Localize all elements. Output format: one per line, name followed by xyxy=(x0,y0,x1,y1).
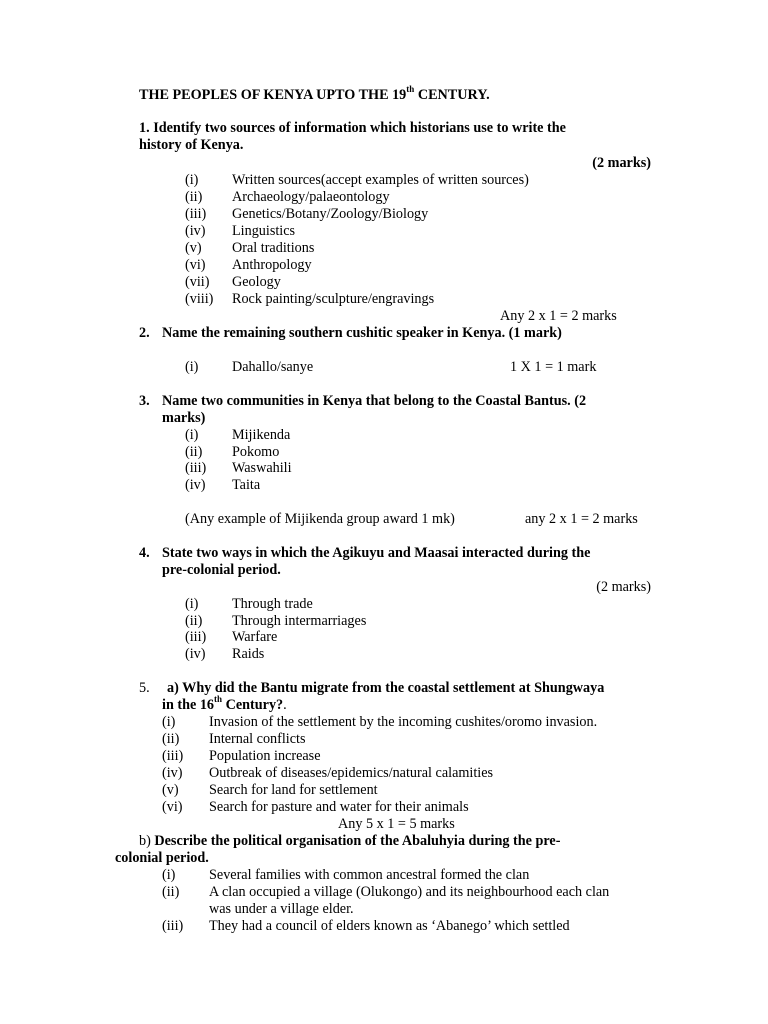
list-item: Invasion of the settlement by the incoming cushites/oromo invasion. xyxy=(209,714,598,730)
q4-prompt-line1: State two ways in which the Agikuyu and Maasai interacted during the xyxy=(162,545,591,561)
list-item-number: (v) xyxy=(185,240,202,256)
q2-award: 1 X 1 = 1 mark xyxy=(510,359,597,375)
list-item-number: (vi) xyxy=(162,799,183,815)
list-item: Waswahili xyxy=(232,460,292,476)
list-item: A clan occupied a village (Olukongo) and its neighbourhood each clan xyxy=(209,884,610,900)
q5b-prompt-line1: b) Describe the political organisation of the Abaluhyia during the pre- xyxy=(139,833,561,849)
list-item: Linguistics xyxy=(232,223,296,239)
list-item: Rock painting/sculpture/engravings xyxy=(232,291,435,307)
q5a-prompt-line1: a) Why did the Bantu migrate from the coastal settlement at Shungwaya xyxy=(167,680,605,696)
list-item-number: (i) xyxy=(162,867,176,883)
list-item-number: (vi) xyxy=(185,257,206,273)
list-item: Anthropology xyxy=(232,257,312,273)
list-item: Geology xyxy=(232,274,281,290)
list-item-number: (ii) xyxy=(185,189,203,205)
list-item: Genetics/Botany/Zoology/Biology xyxy=(232,206,429,222)
q4-marks: (2 marks) xyxy=(596,579,651,595)
list-item-number: (iii) xyxy=(162,918,184,934)
q5-number: 5. xyxy=(139,680,150,696)
list-item-number: (iv) xyxy=(162,765,183,781)
list-item-number: (v) xyxy=(162,782,179,798)
list-item-number: (ii) xyxy=(162,731,180,747)
list-item: Through intermarriages xyxy=(232,613,367,629)
list-item-number: (iv) xyxy=(185,477,206,493)
q2-number: 2. xyxy=(139,325,150,341)
list-item-number: (i) xyxy=(162,714,176,730)
list-item-number: (i) xyxy=(185,596,199,612)
list-item: Internal conflicts xyxy=(209,731,306,747)
q1-award: Any 2 x 1 = 2 marks xyxy=(500,308,617,324)
q3-number: 3. xyxy=(139,393,150,409)
list-item-number: (viii) xyxy=(185,291,214,307)
list-item-number: (iv) xyxy=(185,223,206,239)
q3-prompt-line2: marks) xyxy=(162,410,206,426)
q2-prompt: Name the remaining southern cushitic speaker in Kenya. (1 mark) xyxy=(162,325,562,341)
list-item-number: (iii) xyxy=(185,460,207,476)
list-item: Pokomo xyxy=(232,444,280,460)
list-item: Search for land for settlement xyxy=(209,782,378,798)
list-item: Mijikenda xyxy=(232,427,291,443)
list-item: Through trade xyxy=(232,596,313,612)
q1-prompt-line2: history of Kenya. xyxy=(139,137,244,153)
list-item: Warfare xyxy=(232,629,278,645)
q3-note: (Any example of Mijikenda group award 1 mk) xyxy=(185,511,455,527)
list-item: Written sources(accept examples of written sources) xyxy=(232,172,529,188)
list-item-number: (iii) xyxy=(185,206,207,222)
list-item-number: (ii) xyxy=(185,444,203,460)
q5b-prompt-line2: colonial period. xyxy=(115,850,209,866)
list-item: Search for pasture and water for their animals xyxy=(209,799,469,815)
q4-number: 4. xyxy=(139,545,150,561)
list-item-number: (iii) xyxy=(162,748,184,764)
list-item: Oral traditions xyxy=(232,240,315,256)
list-item-number: (iv) xyxy=(185,646,206,662)
list-item: They had a council of elders known as ‘Abanego’ which settled xyxy=(209,918,570,934)
q3-prompt-line1: Name two communities in Kenya that belong to the Coastal Bantus. (2 xyxy=(162,393,587,409)
q5a-award: Any 5 x 1 = 5 marks xyxy=(338,816,455,832)
q3-award: any 2 x 1 = 2 marks xyxy=(525,511,638,527)
list-item-number: (i) xyxy=(185,172,199,188)
list-item-number: (ii) xyxy=(185,613,203,629)
list-item-number: (vii) xyxy=(185,274,210,290)
q1-prompt-line1: 1. Identify two sources of information which historians use to write the xyxy=(139,120,566,136)
list-item-number: (iii) xyxy=(185,629,207,645)
document-title: THE PEOPLES OF KENYA UPTO THE 19th CENTURY. xyxy=(139,84,490,103)
list-item-number: (i) xyxy=(185,427,199,443)
q1-marks: (2 marks) xyxy=(592,155,651,171)
list-item: Taita xyxy=(232,477,261,493)
list-item-number: (ii) xyxy=(162,884,180,900)
list-item-number: (i) xyxy=(185,359,199,375)
list-item: Outbreak of diseases/epidemics/natural calamities xyxy=(209,765,494,781)
list-item: Raids xyxy=(232,646,265,662)
list-item: Archaeology/palaeontology xyxy=(232,189,390,205)
list-item: Dahallo/sanye xyxy=(232,359,314,375)
list-item: Population increase xyxy=(209,748,321,764)
list-item: Several families with common ancestral formed the clan xyxy=(209,867,530,883)
list-item-continuation: was under a village elder. xyxy=(209,901,354,917)
q4-prompt-line2: pre-colonial period. xyxy=(162,562,281,578)
q5a-prompt-line2: in the 16th Century?. xyxy=(162,694,287,713)
